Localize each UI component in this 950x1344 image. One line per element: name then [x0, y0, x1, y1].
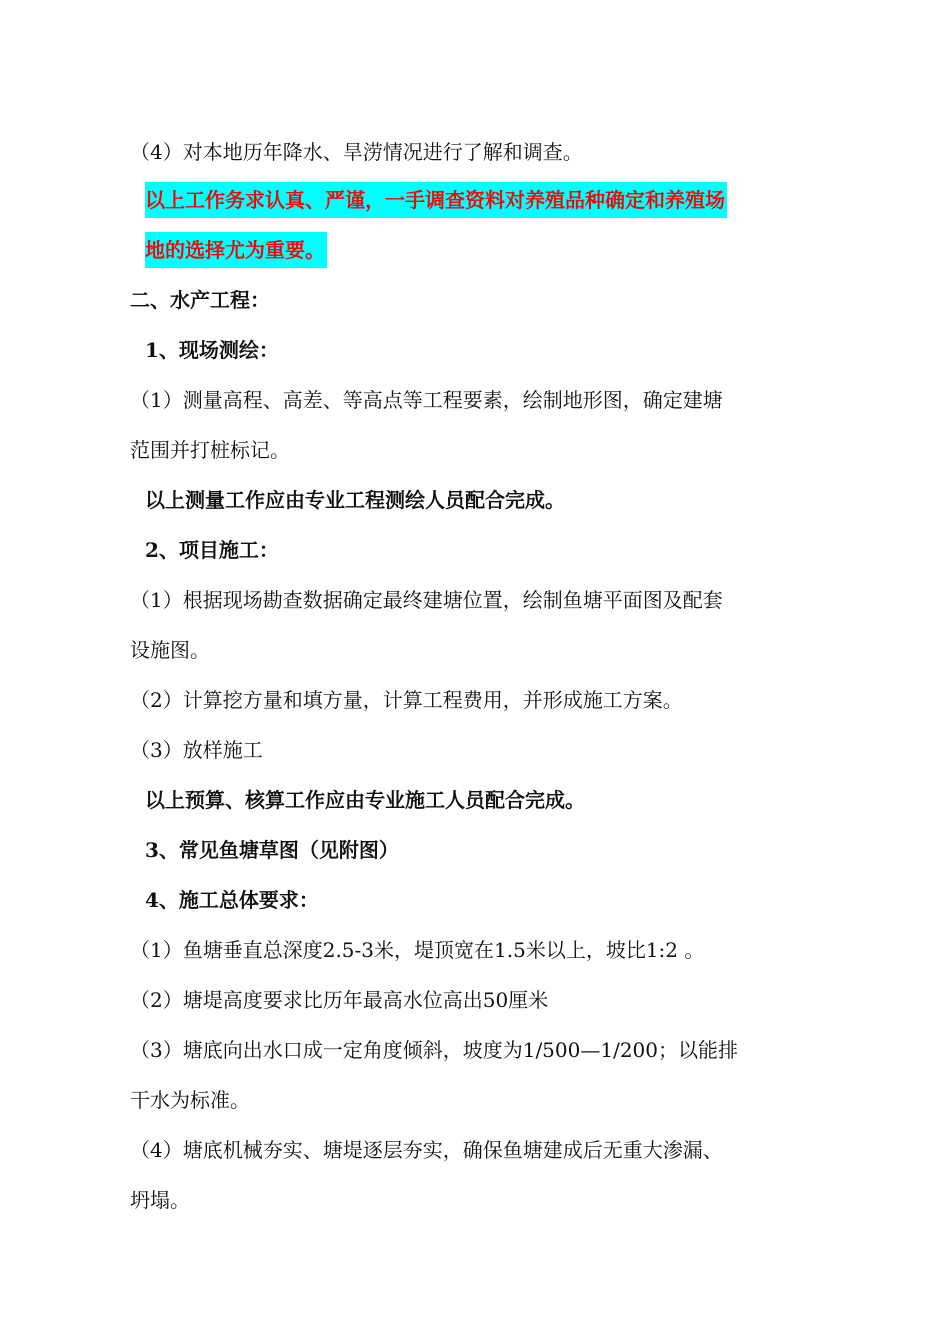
paragraph-requirement-4-line-1: （4）塘底机械夯实、塘堤逐层夯实，确保鱼塘建成后无重大渗漏、 [130, 1138, 723, 1162]
paragraph-requirement-3-line-1: （3）塘底向出水口成一定角度倾斜，坡度为1/500—1/200；以能排 [130, 1038, 738, 1062]
highlighted-note-text: 以上工作务求认真、严谨，一手调查资料对养殖品种确定和养殖场 [145, 182, 727, 218]
highlighted-note-text: 地的选择尤为重要。 [145, 232, 327, 268]
highlighted-note-line-2 [145, 236, 327, 264]
section-heading-aquatic-engineering: 二、水产工程： [130, 288, 270, 312]
paragraph-survey-item-4: （4）对本地历年降水、旱涝情况进行了解和调查。 [130, 140, 583, 164]
paragraph-construction-step-3: （3）放样施工 [130, 738, 263, 762]
subsection-heading-requirements: 4、施工总体要求： [145, 888, 319, 912]
paragraph-survey-step-1-line-1: （1）测量高程、高差、等高点等工程要素，绘制地形图，确定建塘 [130, 388, 723, 412]
subsection-heading-pond-sketch: 3、常见鱼塘草图（见附图） [145, 838, 399, 862]
note-budget-personnel: 以上预算、核算工作应由专业施工人员配合完成。 [145, 788, 585, 812]
paragraph-requirement-4-line-2: 坍塌。 [130, 1188, 190, 1212]
subsection-heading-site-survey: 1、现场测绘： [145, 338, 279, 362]
paragraph-survey-step-1-line-2: 范围并打桩标记。 [130, 438, 290, 462]
paragraph-requirement-1: （1）鱼塘垂直总深度2.5-3米，堤顶宽在1.5米以上，坡比1:2 。 [130, 938, 705, 962]
paragraph-requirement-3-line-2: 干水为标准。 [130, 1088, 250, 1112]
paragraph-construction-step-1-line-1: （1）根据现场勘查数据确定最终建塘位置，绘制鱼塘平面图及配套 [130, 588, 723, 612]
subsection-heading-construction: 2、项目施工： [145, 538, 279, 562]
paragraph-construction-step-2: （2）计算挖方量和填方量，计算工程费用，并形成施工方案。 [130, 688, 683, 712]
paragraph-construction-step-1-line-2: 设施图。 [130, 638, 210, 662]
paragraph-requirement-2: （2）塘堤高度要求比历年最高水位高出50厘米 [130, 988, 549, 1012]
note-survey-personnel: 以上测量工作应由专业工程测绘人员配合完成。 [145, 488, 565, 512]
highlighted-note-line-1 [145, 186, 727, 214]
